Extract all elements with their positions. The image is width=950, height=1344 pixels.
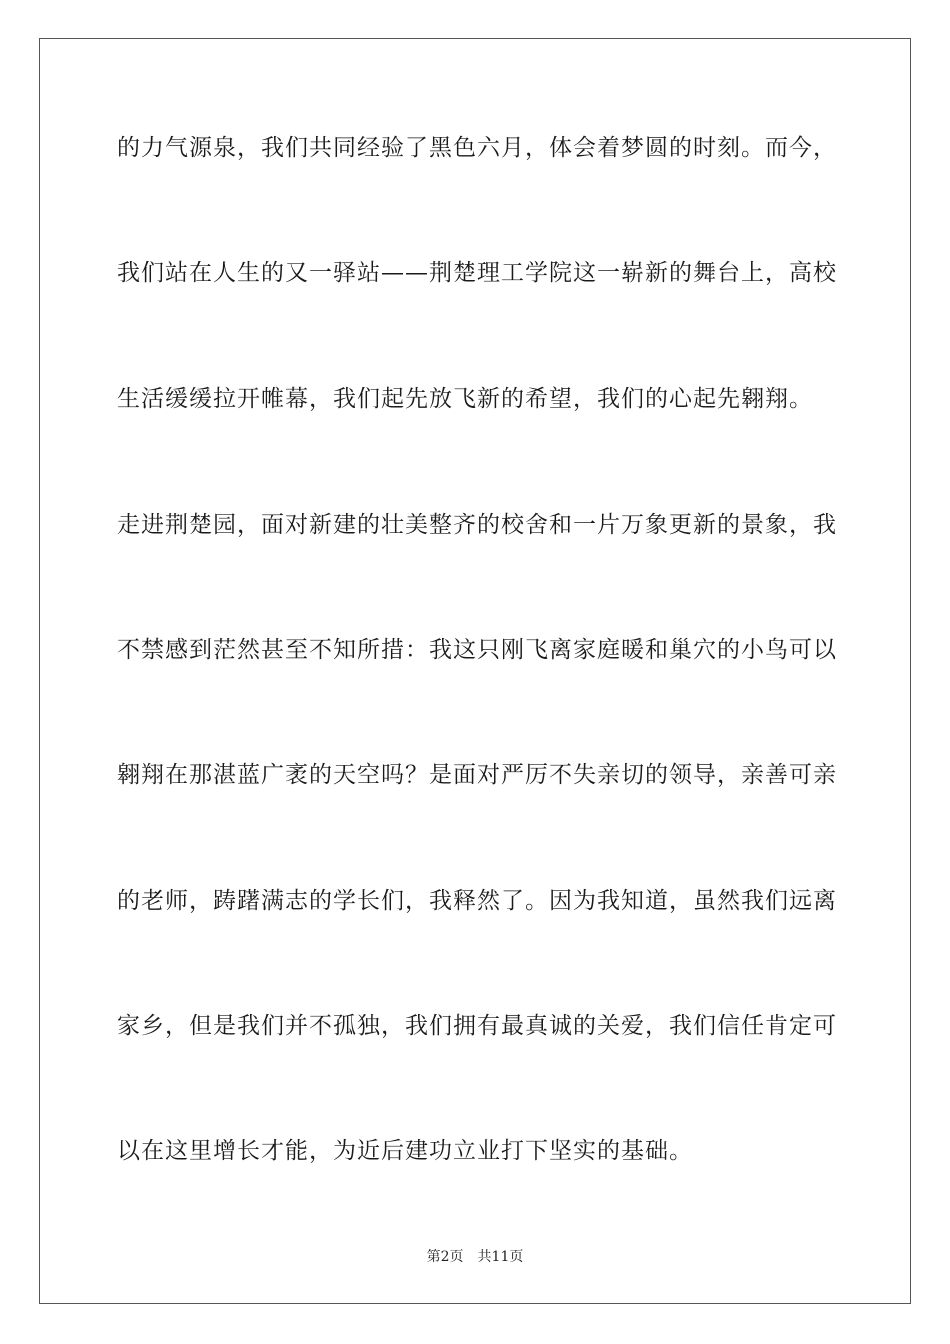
body-line-8: 家乡，但是我们并不孤独，我们拥有最真诚的关爱，我们信任肯定可 (117, 1013, 837, 1039)
body-line-5: 不禁感到茫然甚至不知所措：我这只刚飞离家庭暖和巢穴的小鸟可以 (117, 637, 837, 663)
body-line-6: 翱翔在那湛蓝广袤的天空吗？是面对严厉不失亲切的领导，亲善可亲 (117, 762, 837, 788)
body-line-7: 的老师，踌躇满志的学长们，我释然了。因为我知道，虽然我们远离 (117, 888, 837, 914)
body-line-1: 的力气源泉，我们共同经验了黑色六月，体会着梦圆的时刻。而今， (117, 135, 837, 161)
page-number: 第2页 (426, 1249, 464, 1265)
body-line-3: 生活缓缓拉开帷幕，我们起先放飞新的希望，我们的心起先翱翔。 (117, 386, 813, 412)
body-line-2: 我们站在人生的又一驿站——荆楚理工学院这一崭新的舞台上，高校 (117, 260, 837, 286)
page-total: 共11页 (477, 1249, 524, 1265)
page-border (39, 38, 911, 1304)
page-footer (0, 1248, 950, 1266)
body-line-4: 走进荆楚园，面对新建的壮美整齐的校舍和一片万象更新的景象，我 (117, 512, 837, 538)
body-line-9: 以在这里增长才能，为近后建功立业打下坚实的基础。 (117, 1138, 693, 1164)
